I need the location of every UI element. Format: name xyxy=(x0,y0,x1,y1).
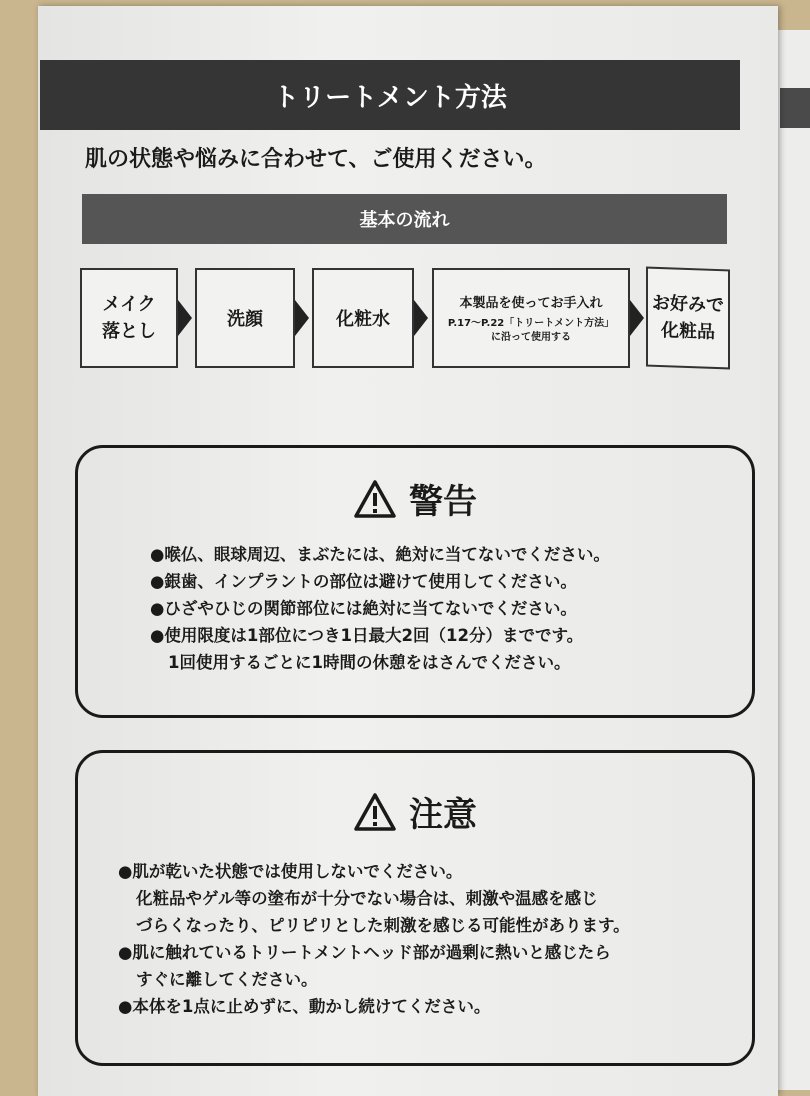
caution-line: ●肌に触れているトリートメントヘッド部が過剰に熱いと感じたら xyxy=(118,943,611,962)
caution-line: づらくなったり、ピリピリとした刺激を感じる可能性があります。 xyxy=(136,916,630,935)
step-toner: 化粧水 xyxy=(312,268,414,368)
caution-box xyxy=(75,750,755,1066)
arrow-icon xyxy=(414,300,428,336)
arrow-icon xyxy=(295,300,309,336)
flow-title: 基本の流れ xyxy=(82,194,727,244)
warning-triangle-icon xyxy=(353,792,397,832)
warning-line: ●使用限度は1部位につき1日最大2回（12分）までです。 xyxy=(150,626,584,645)
caution-heading xyxy=(78,787,752,836)
warning-title: 警告 xyxy=(409,482,477,522)
caution-line: ●本体を1点に止めずに、動かし続けてください。 xyxy=(118,997,491,1016)
subtitle: 肌の状態や悩みに合わせて、ご使用ください。 xyxy=(85,147,547,172)
arrow-icon xyxy=(630,300,644,336)
warning-box xyxy=(75,445,755,718)
step-treatment-note: に沿って使用する xyxy=(491,331,571,343)
step-treatment-label: 本製品を使ってお手入れ xyxy=(459,295,603,311)
caution-line: 化粧品やゲル等の塗布が十分でない場合は、刺激や温感を感じ xyxy=(136,889,598,908)
step-makeup-removal: メイク 落とし xyxy=(80,268,178,368)
section-header: トリートメント方法 xyxy=(40,60,740,130)
warning-line: ●喉仏、眼球周辺、まぶたには、絶対に当てないでください。 xyxy=(150,545,610,564)
step-cosmetics: お好みで 化粧品 xyxy=(646,267,730,370)
arrow-icon xyxy=(178,300,192,336)
caution-line: すぐに離してください。 xyxy=(136,970,318,989)
caution-title: 注意 xyxy=(409,795,477,835)
step-treatment-note: P.17～P.22「トリートメント方法」 xyxy=(447,317,615,329)
warning-line: ●銀歯、インプラントの部位は避けて使用してください。 xyxy=(150,572,577,591)
warning-line: ●ひざやひじの関節部位には絶対に当てないでください。 xyxy=(150,599,577,618)
warning-line: 1回使用するごとに1時間の休憩をはさんでください。 xyxy=(168,653,571,672)
warning-triangle-icon xyxy=(353,479,397,519)
step-treatment xyxy=(432,268,630,368)
step-face-wash: 洗顔 xyxy=(195,268,295,368)
next-page-header-bar xyxy=(780,88,810,128)
warning-heading xyxy=(78,474,752,523)
flow-steps xyxy=(80,268,730,372)
caution-line: ●肌が乾いた状態では使用しないでください。 xyxy=(118,862,463,881)
